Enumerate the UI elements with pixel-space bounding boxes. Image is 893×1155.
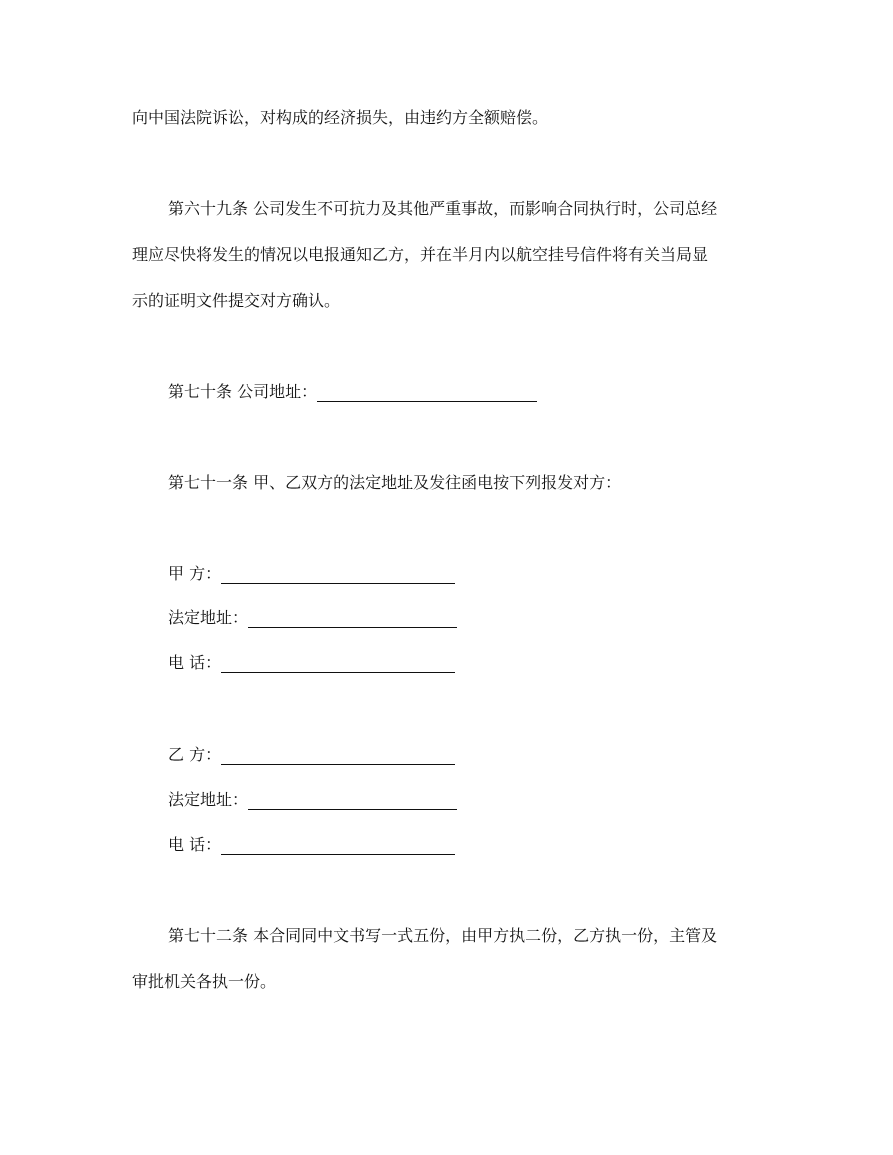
article-70-label: 第七十条 公司地址： [168, 382, 318, 401]
party-b-name-row [168, 745, 455, 765]
party-b-phone-blank [221, 836, 455, 855]
party-a-phone-label: 电 话： [168, 653, 222, 672]
party-b-phone-label: 电 话： [168, 835, 222, 854]
article-68-tail: 向中国法院诉讼，对构成的经济损失，由违约方全额赔偿。 [132, 108, 549, 127]
party-a-address-label: 法定地址： [168, 608, 249, 627]
party-a-phone-blank [221, 654, 455, 673]
article-69-line-1: 第六十九条 公司发生不可抗力及其他严重事故，而影响合同执行时，公司总经 [168, 199, 718, 218]
article-70-company-address [168, 382, 537, 402]
party-b-name-blank [221, 746, 455, 765]
party-b-address-label: 法定地址： [168, 790, 249, 809]
party-a-phone-row [168, 653, 455, 673]
party-b-address-row [168, 790, 457, 810]
party-a-name-row [168, 564, 455, 584]
article-72-line-1: 第七十二条 本合同同中文书写一式五份，由甲方执二份，乙方执一份，主管及 [168, 926, 718, 945]
party-a-address-row [168, 608, 457, 628]
company-address-blank [317, 383, 537, 402]
party-a-name-blank [221, 565, 455, 584]
article-72-line-2: 审批机关各执一份。 [132, 972, 277, 991]
party-b-phone-row [168, 835, 455, 855]
party-b-address-blank [248, 791, 457, 810]
article-71: 第七十一条 甲、乙双方的法定地址及发往函电按下列报发对方： [168, 473, 622, 492]
party-a-name-label: 甲 方： [168, 564, 222, 583]
article-69-line-2: 理应尽快将发生的情况以电报通知乙方，并在半月内以航空挂号信件将有关当局显 [132, 245, 709, 264]
party-a-address-blank [248, 609, 457, 628]
party-b-name-label: 乙 方： [168, 745, 222, 764]
article-69-line-3: 示的证明文件提交对方确认。 [132, 291, 341, 310]
